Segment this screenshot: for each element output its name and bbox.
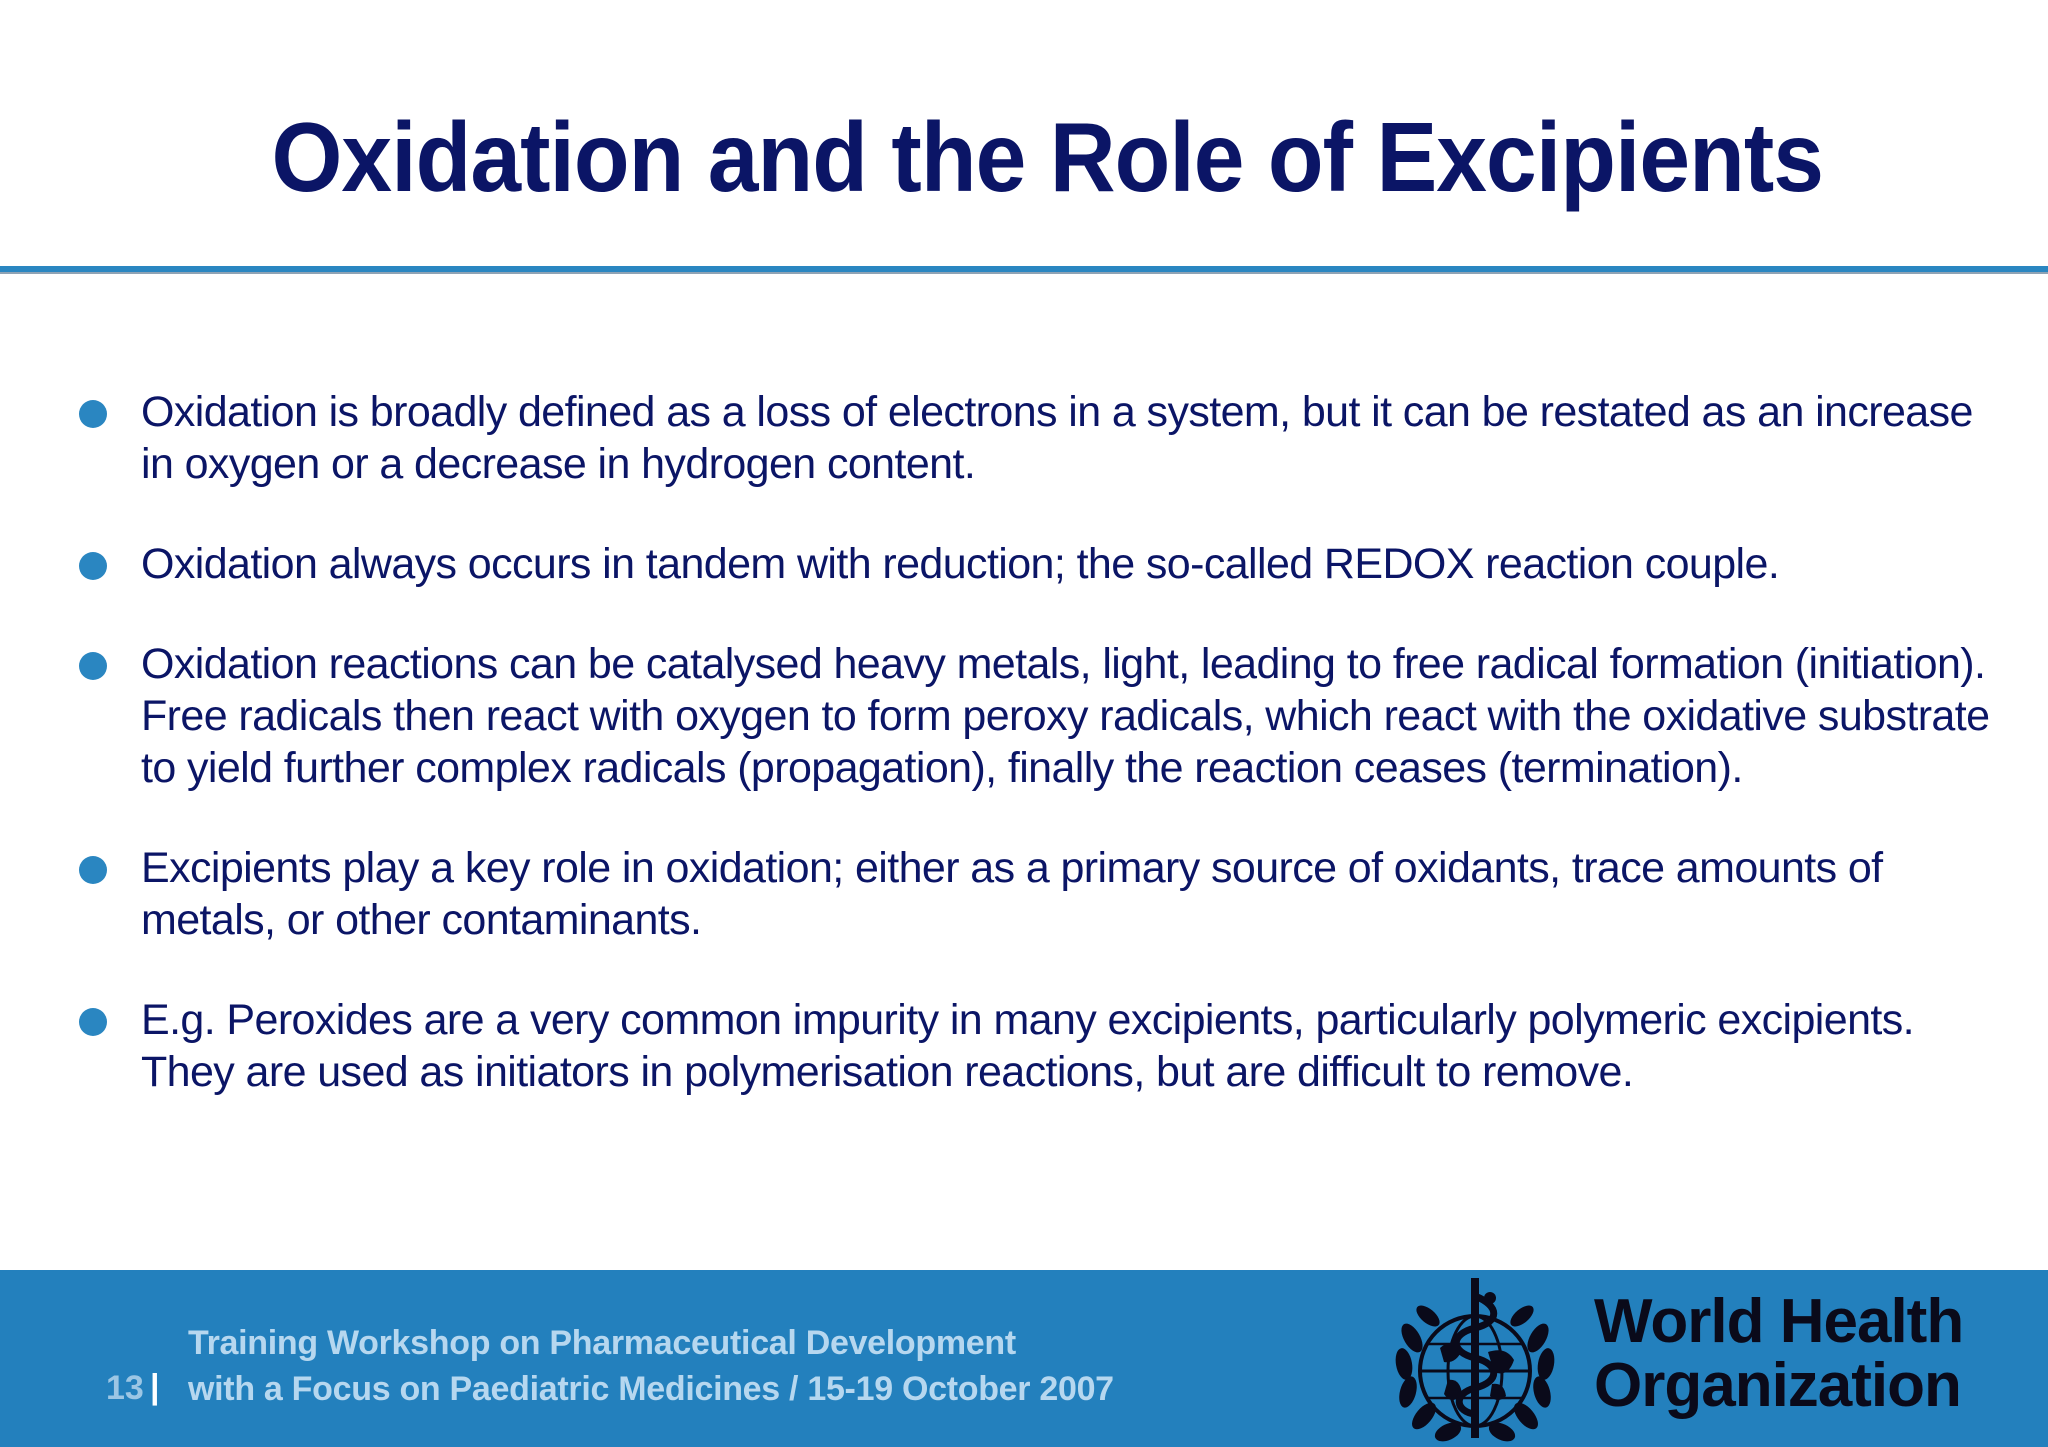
who-wordmark	[1594, 1287, 1964, 1420]
bullet-dot-icon	[79, 1008, 107, 1036]
bullet-text: E.g. Peroxides are a very common impurity in many excipients, particularly polymeric excipients. They are used as initiators in polymerisation reactions, but are difficult to remove.	[141, 996, 1914, 1096]
workshop-caption	[188, 1320, 1114, 1412]
bullet-text: Oxidation is broadly defined as a loss of electrons in a system, but it can be restated as an increase in oxygen or a decrease in hydrogen content.	[141, 388, 1973, 488]
bullet-text: Excipients play a key role in oxidation; either as a primary source of oxidants, trace amounts of metals, or other contaminants.	[141, 844, 1883, 944]
workshop-line-1: Training Workshop on Pharmaceutical Development	[188, 1324, 1016, 1362]
who-emblem-icon	[1390, 1268, 1560, 1447]
bullet-item	[0, 386, 2048, 490]
bullet-dot-icon	[79, 400, 107, 428]
who-wordmark-line-2: Organization	[1594, 1351, 1961, 1420]
workshop-line-2: with a Focus on Paediatric Medicines / 15-19 October 2007	[188, 1370, 1114, 1408]
bullet-item	[0, 994, 2048, 1098]
bullet-text: Oxidation reactions can be catalysed heavy metals, light, leading to free radical formation (initiation). Free radicals then react with oxygen to form peroxy radicals, which react with the oxidative substrate to yield further complex radicals (propagation), finally the reaction ceases (termination).	[141, 640, 1990, 792]
bullet-item	[0, 842, 2048, 946]
page-separator: |	[150, 1368, 160, 1406]
title-divider-shadow	[0, 272, 2048, 274]
page-number: 13	[106, 1369, 144, 1407]
slide-title: Oxidation and the Role of Excipients	[271, 102, 1824, 212]
bullet-dot-icon	[79, 652, 107, 680]
bullet-dot-icon	[79, 856, 107, 884]
bullet-dot-icon	[79, 552, 107, 580]
who-wordmark-line-1: World Health	[1594, 1287, 1964, 1356]
bullet-item	[0, 638, 2048, 794]
bullet-item	[0, 538, 2048, 590]
bullet-text: Oxidation always occurs in tandem with reduction; the so-called REDOX reaction couple.	[141, 540, 1780, 588]
bullet-list	[0, 386, 2048, 1146]
